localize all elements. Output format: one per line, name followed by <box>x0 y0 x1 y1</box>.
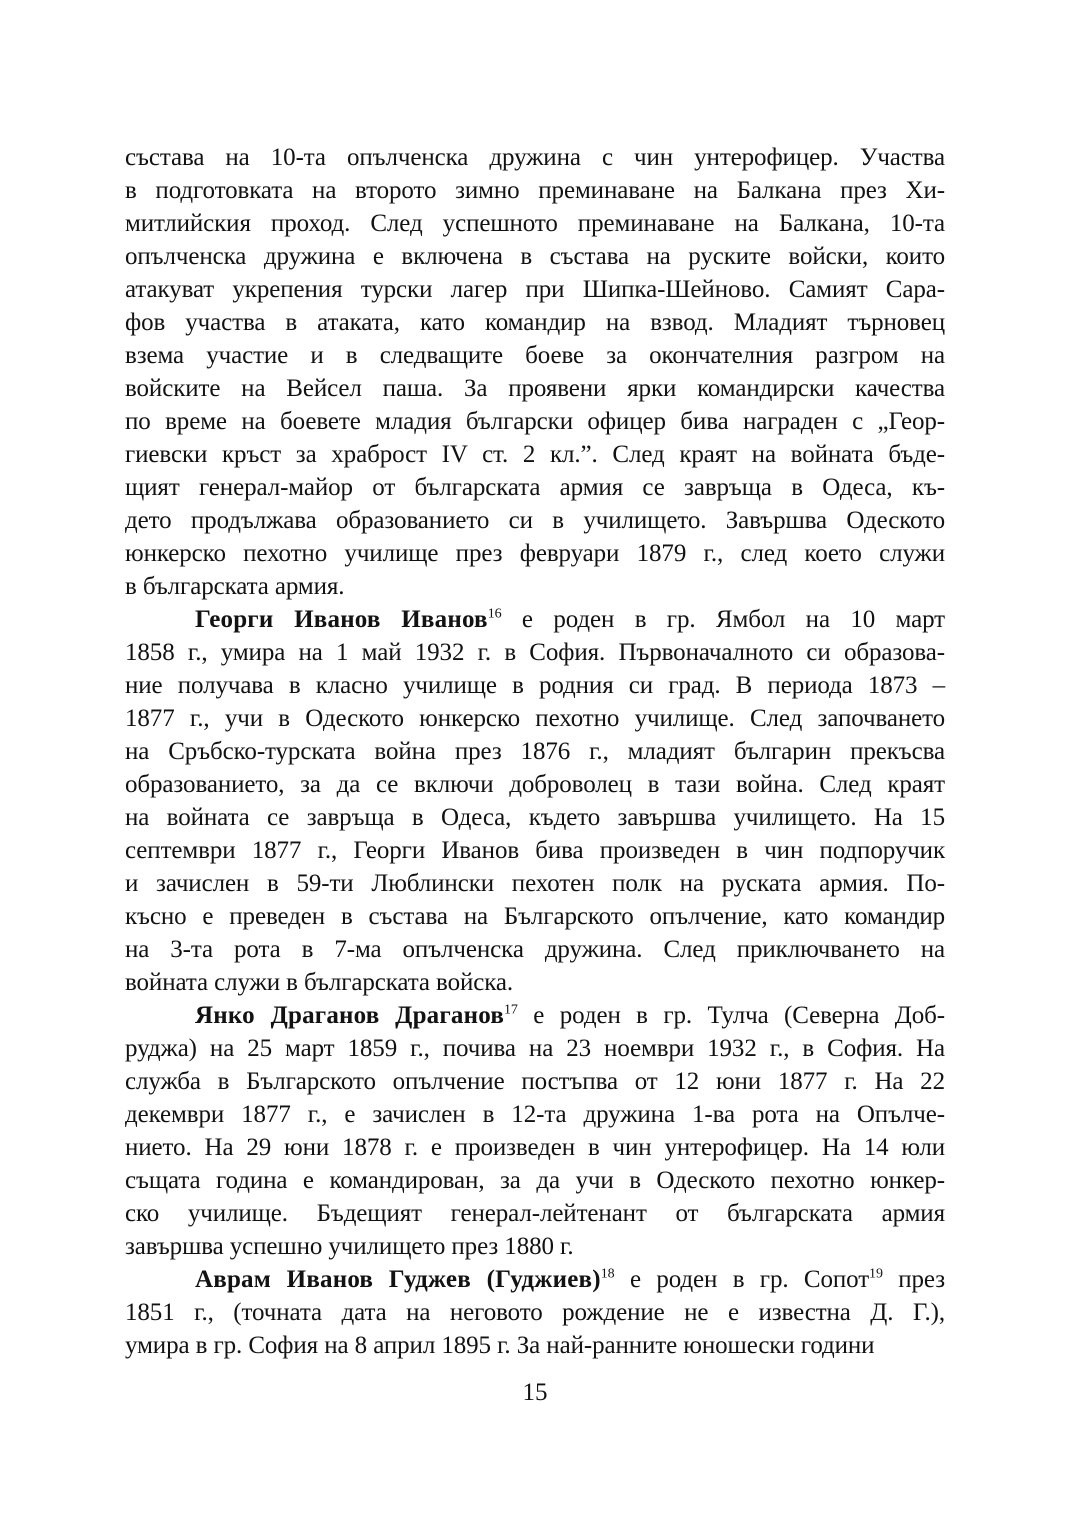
text-line <box>125 867 945 900</box>
text-segment: митлийския проход. След успешното преминаване на Балкана, 10-та <box>125 210 945 237</box>
text-line <box>125 537 945 570</box>
text-segment: взема участие и в следващите боеве за окончателния разгром на <box>125 342 945 369</box>
text-line <box>125 1197 945 1230</box>
text-line <box>125 372 945 405</box>
text-line <box>125 1230 945 1263</box>
text-segment: гиевски кръст за храброст IV ст. 2 кл.”. След краят на войната бъде- <box>125 441 945 468</box>
text-segment: е роден в гр. Тулча (Северна Доб- <box>517 1002 946 1029</box>
text-segment: фов участва в атаката, като командир на взвод. Младият търновец <box>125 309 945 336</box>
text-segment: същата година е командирован, за да учи в Одеското пехотно юнкер- <box>125 1167 945 1194</box>
text-segment: 1858 г., умира на 1 май 1932 г. в София. Първоначалното си образова- <box>125 639 945 666</box>
text-segment: септември 1877 г., Георги Иванов бива произведен в чин подпоручик <box>125 837 945 864</box>
text-segment: 1851 г., (точната дата на неговото рождение не е известна Д. Г.), <box>125 1299 945 1326</box>
text-segment: е роден в гр. Сопот <box>614 1266 870 1293</box>
text-segment: юнкерско пехотно училище през февруари 1879 г., след което служи <box>125 540 945 567</box>
footnote-reference: 16 <box>487 606 502 622</box>
text-line <box>125 240 945 273</box>
footnote-reference: 19 <box>869 1266 883 1282</box>
text-line <box>125 141 945 174</box>
text-segment: късно е преведен в състава на Българското опълчение, като командир <box>125 903 945 930</box>
text-line <box>125 1065 945 1098</box>
text-segment: на войната се завръща в Одеса, където завършва училището. На 15 <box>125 804 945 831</box>
text-line <box>125 1032 945 1065</box>
text-line <box>125 174 945 207</box>
text-segment: на Сръбско-турската война през 1876 г., младият българин прекъсва <box>125 738 945 765</box>
page-text <box>125 141 945 1362</box>
text-line <box>125 1296 945 1329</box>
footnote-reference: 18 <box>600 1266 615 1282</box>
text-line <box>125 966 945 999</box>
text-line <box>125 900 945 933</box>
text-segment: състава на 10-та опълченска дружина с чин унтерофицер. Участва <box>125 144 945 171</box>
text-segment: нието. На 29 юни 1878 г. е произведен в чин унтерофицер. На 14 юли <box>125 1134 945 1161</box>
person-name-bold: Аврам Иванов Гуджев (Гуджиев) <box>195 1266 601 1293</box>
text-line <box>125 273 945 306</box>
text-segment: войната служи в българската войска. <box>125 969 514 996</box>
text-line <box>125 1098 945 1131</box>
text-line <box>125 603 945 636</box>
text-line <box>125 999 945 1032</box>
person-name-bold: Георги Иванов Иванов <box>195 606 488 633</box>
text-segment: е роден в гр. Ямбол на 10 март <box>501 606 945 633</box>
text-segment: на 3-та рота в 7-ма опълченска дружина. След приключването на <box>125 936 945 963</box>
text-segment: опълченска дружина е включена в състава на руските войски, които <box>125 243 945 270</box>
text-segment: в подготовката на второто зимно преминаване на Балкана през Хи- <box>125 177 945 204</box>
text-segment: ние получава в класно училище в родния си град. В периода 1873 – <box>125 672 945 699</box>
text-segment: войските на Вейсел паша. За проявени ярки командирски качества <box>125 375 945 402</box>
text-segment: образованието, за да се включи доброволец в тази война. След краят <box>125 771 945 798</box>
text-line <box>125 669 945 702</box>
text-segment: по време на боевете младия български офицер бива награден с „Геор- <box>125 408 945 435</box>
text-line <box>125 207 945 240</box>
text-line <box>125 834 945 867</box>
text-line <box>125 1263 945 1296</box>
text-segment: в българската армия. <box>125 573 345 600</box>
text-line <box>125 306 945 339</box>
text-line <box>125 339 945 372</box>
text-segment: и зачислен в 59-ти Люблински пехотен полк на руската армия. По- <box>125 870 945 897</box>
text-line <box>125 405 945 438</box>
text-segment: през <box>882 1266 946 1293</box>
page-number: 15 <box>522 1379 548 1406</box>
text-line <box>125 768 945 801</box>
text-segment: щият генерал-майор от българската армия се завръща в Одеса, къ- <box>125 474 945 501</box>
text-line <box>125 1131 945 1164</box>
text-line <box>125 570 945 603</box>
text-line <box>125 933 945 966</box>
text-line <box>125 504 945 537</box>
text-segment: умира в гр. София на 8 април 1895 г. За най-ранните юношески години <box>125 1332 875 1359</box>
text-segment: атакуват укрепения турски лагер при Шипка-Шейново. Самият Сара- <box>125 276 945 303</box>
text-line <box>125 471 945 504</box>
text-line <box>125 801 945 834</box>
text-line <box>125 1164 945 1197</box>
text-segment: 1877 г., учи в Одеското юнкерско пехотно училище. След започването <box>125 705 945 732</box>
person-name-bold: Янко Драганов Драганов <box>195 1002 505 1029</box>
text-segment: дето продължава образованието си в училището. Завършва Одеското <box>125 507 945 534</box>
text-segment: служба в Българското опълчение постъпва от 12 юни 1877 г. На 22 <box>125 1068 945 1095</box>
text-line <box>125 702 945 735</box>
text-segment: завършва успешно училището през 1880 г. <box>125 1233 574 1260</box>
text-segment: декември 1877 г., е зачислен в 12-та дружина 1-ва рота на Опълче- <box>125 1101 945 1128</box>
text-segment: ско училище. Бъдещият генерал-лейтенант от българската армия <box>125 1200 945 1227</box>
text-line <box>125 735 945 768</box>
text-line <box>125 438 945 471</box>
footnote-reference: 17 <box>504 1002 518 1018</box>
text-segment: руджа) на 25 март 1859 г., почива на 23 ноември 1932 г., в София. На <box>125 1035 945 1062</box>
text-line <box>125 1329 945 1362</box>
text-line <box>125 636 945 669</box>
